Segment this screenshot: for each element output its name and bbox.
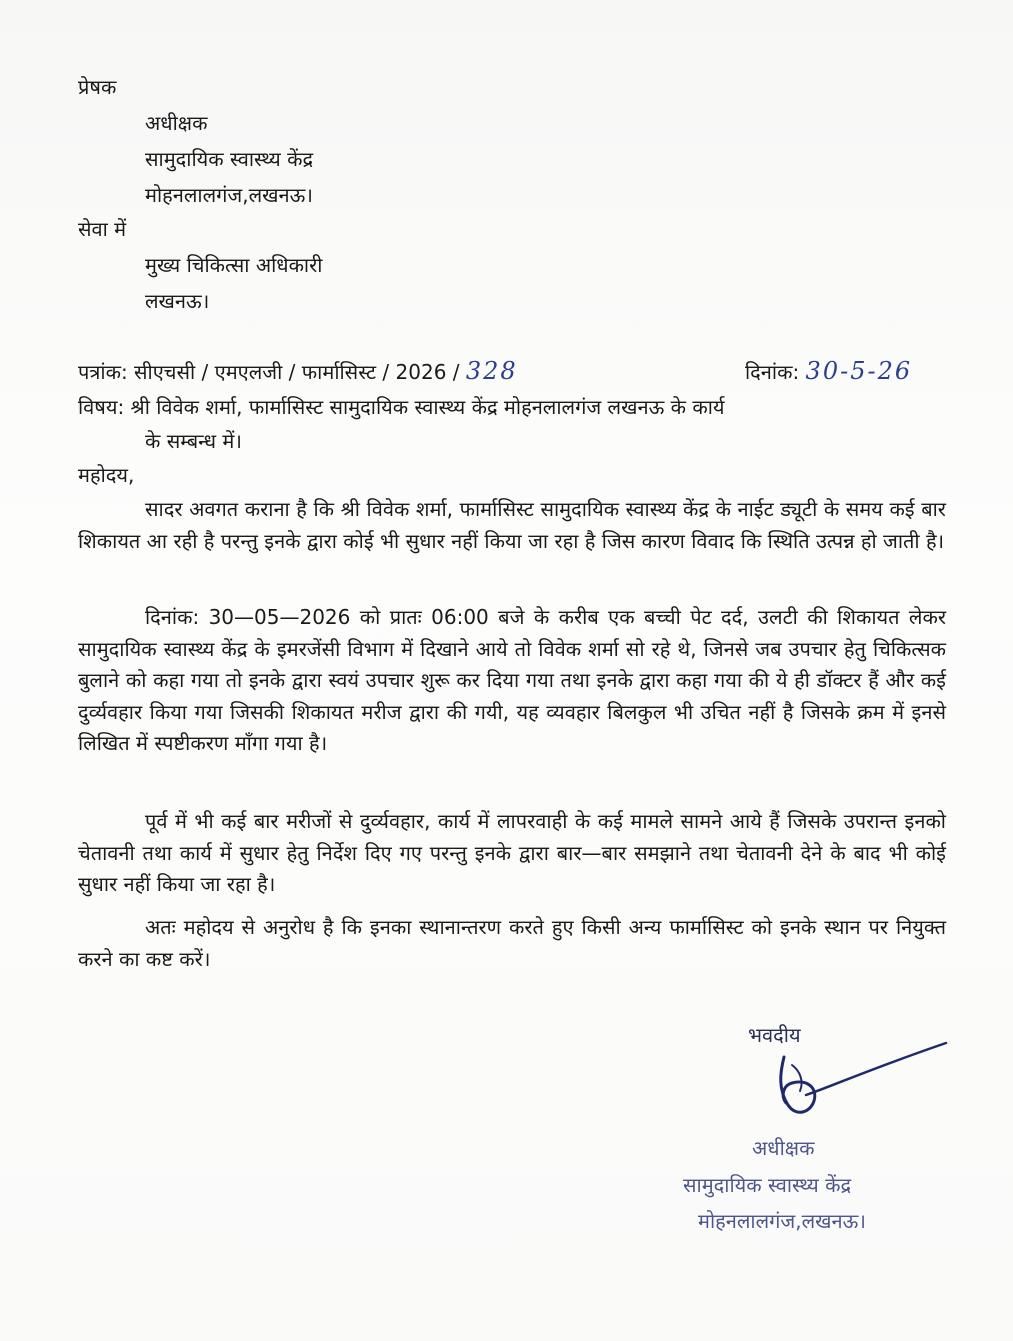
reference-date xyxy=(745,358,912,385)
sender-office: सामुदायिक स्वास्थ्य केंद्र xyxy=(145,147,314,171)
recipient-label: सेवा में xyxy=(78,217,127,241)
handwritten-date: 30-5-26 xyxy=(805,357,913,385)
recipient-place: लखनऊ। xyxy=(145,289,210,313)
reference-printed: पत्रांक: सीएचसी / एमएलजी / फार्मासिस्ट / 2026 / xyxy=(78,360,460,384)
closing-office: सामुदायिक स्वास्थ्य केंद्र xyxy=(683,1173,852,1197)
recipient-designation: मुख्य चिकित्सा अधिकारी xyxy=(145,253,323,277)
subject-line: विषय: श्री विवेक शर्मा, फार्मासिस्ट सामुदायिक स्वास्थ्य केंद्र मोहनलालगंज लखनऊ के कार्य xyxy=(78,395,725,419)
body-paragraph-2: दिनांक: 30—05—2026 को प्रातः 06:00 बजे के करीब एक बच्ची पेट दर्द, उलटी की शिकायत लेकर सामुदायिक स्वास्थ्य केंद्र के इमरजेंसी विभाग में दिखाने आये तो विवेक शर्मा सो रहे थे, जिनसे जब उपचार हेतु चिकित्सक बुलाने को कहा गया तो इनके द्वारा स्वयं उपचार शुरू कर दिया गया तथा इनके द्वारा कहा गया की ये ही डॉक्टर हैं और कई दुर्व्यवहार किया गया जिसकी शिकायत मरीज द्वारा की गयी, यह व्यवहार बिलकुल भी उचित नहीं है जिसके क्रम में इनसे लिखित में स्पष्टीकरण माँगा गया है। xyxy=(78,605,946,755)
closing-yours: भवदीय xyxy=(748,1023,801,1047)
reference-number xyxy=(78,358,518,385)
sender-place: मोहनलालगंज,लखनऊ। xyxy=(145,183,313,207)
signature xyxy=(770,1025,960,1125)
body-paragraph-1: सादर अवगत कराना है कि श्री विवेक शर्मा, फार्मासिस्ट सामुदायिक स्वास्थ्य केंद्र के नाईट ड्यूटी के समय कई बार शिकायत आ रही है परन्तु इनके द्वारा कोई भी सुधार नहीं किया जा रहा है जिस कारण विवाद कि स्थिति उत्पन्न हो जाती है। xyxy=(78,497,946,553)
date-label: दिनांक: xyxy=(745,360,800,384)
closing-designation: अधीक्षक xyxy=(752,1136,815,1160)
salutation: महोदय, xyxy=(78,463,135,487)
subject-line-continued: के सम्बन्ध में। xyxy=(145,429,242,453)
sender-label: प्रेषक xyxy=(78,75,117,99)
sender-designation: अधीक्षक xyxy=(145,111,208,135)
body-paragraph-4: अतः महोदय से अनुरोध है कि इनका स्थानान्तरण करते हुए किसी अन्य फार्मासिस्ट को इनके स्थान पर नियुक्त करने का कष्ट करें। xyxy=(78,915,946,971)
body-paragraph-3: पूर्व में भी कई बार मरीजों से दुर्व्यवहार, कार्य में लापरवाही के कई मामले सामने आये हैं जिसके उपरान्त इनको चेतावनी तथा कार्य में सुधार हेतु निर्देश दिए गए परन्तु इनके द्वारा बार—बार समझाने तथा चेतावनी देने के बाद भी कोई सुधार नहीं किया जा रहा है। xyxy=(78,809,946,896)
handwritten-reference-number: 328 xyxy=(465,357,518,385)
closing-place: मोहनलालगंज,लखनऊ। xyxy=(698,1209,866,1233)
